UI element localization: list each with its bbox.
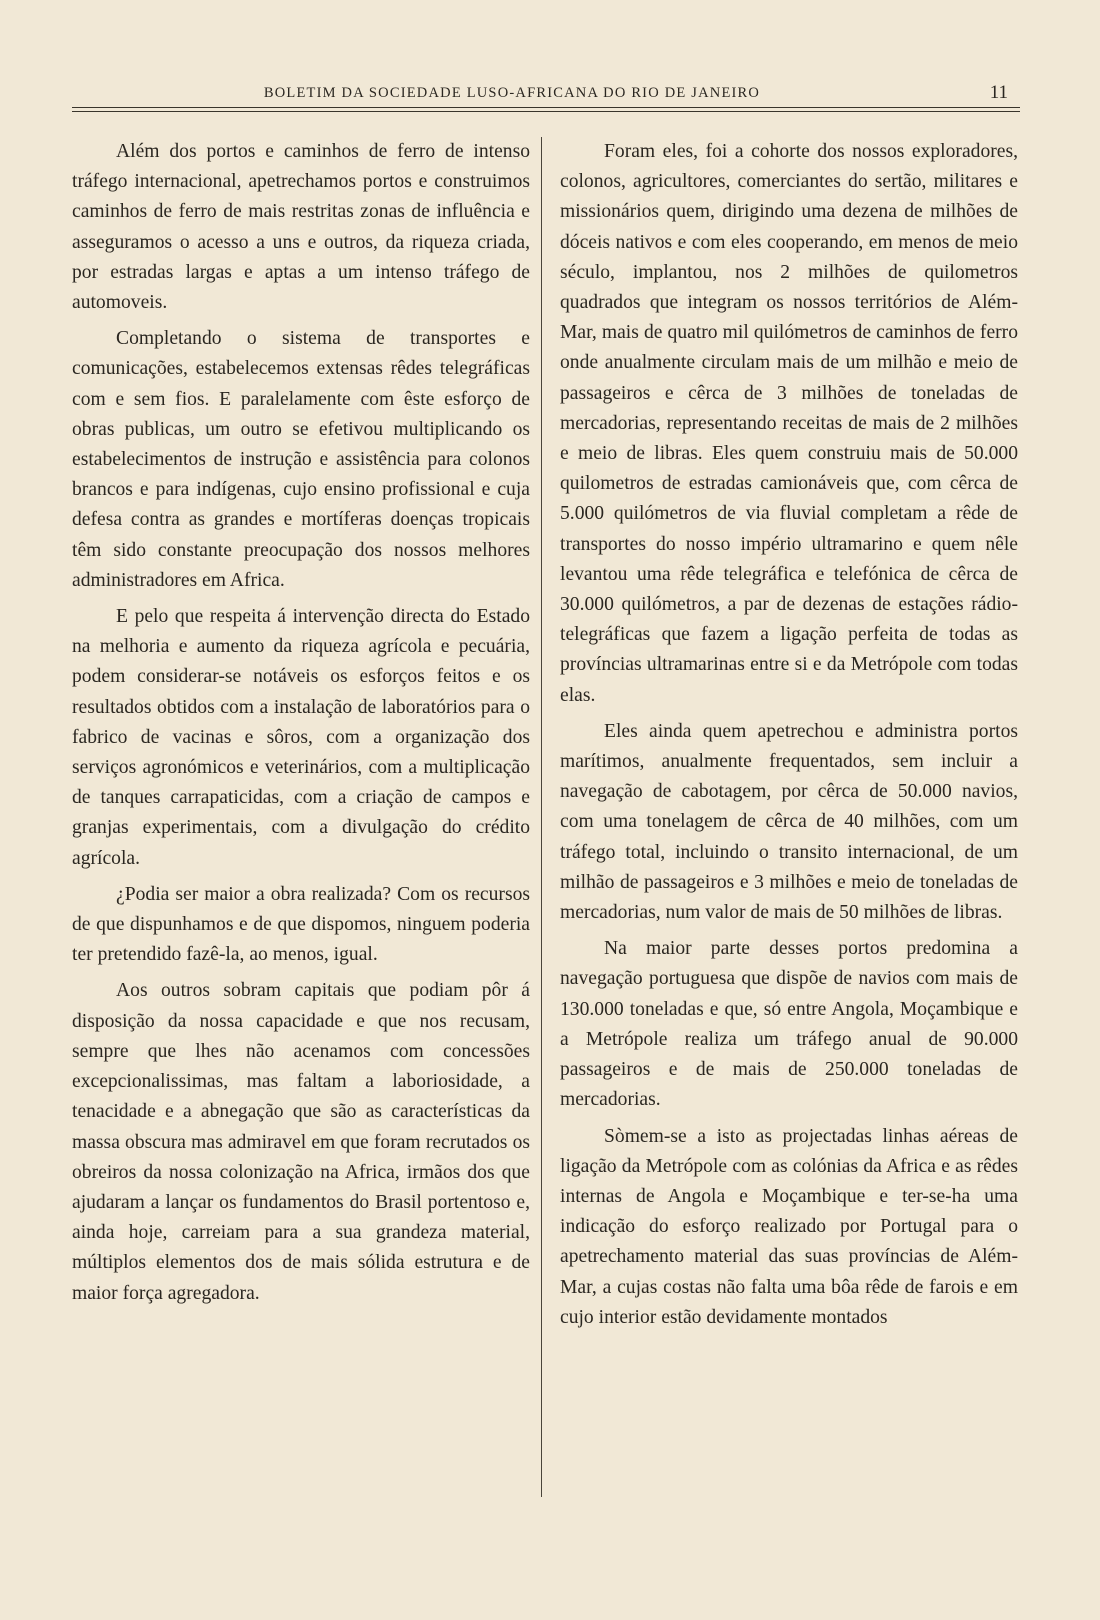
paragraph: Foram eles, foi a cohorte dos nossos exploradores, colonos, agricultores, comerciantes do sertão, militares e missionários quem, dirigindo uma dezena de milhões de dóceis nativos e com eles cooperando, em menos de meio século, implantou, nos 2 milhões de quilometros quadrados que integram os nossos territórios de Além-Mar, mais de quatro mil quilómetros de caminhos de ferro onde anualmente circulam mais de um milhão e meio de passageiros e cêrca de 3 milhões de toneladas de mercadorias, representando receitas de mais de 2 milhões e meio de libras. Eles quem construiu mais de 50.000 quilometros de estradas camionáveis que, com cêrca de 5.000 quilómetros de via fluvial completam a rêde de transportes do nosso império ultramarino e quem nêle levantou uma rêde telegráfica e telefónica de cêrca de 30.000 quilómetros, a par de dezenas de estações rádio-telegráficas que fazem a ligação perfeita de todas as províncias ultramarinas entre si e da Metrópole com todas elas. [560,141,1018,706]
paragraph: Aos outros sobram capitais que podiam pôr á disposição da nossa capacidade e que nos recusam, sempre que lhes não acenamos com concessões excepcionalissimas, mas faltam a laboriosidade, a tenacidade e a abnegação que são as características da massa obscura mas admiravel em que foram recrutados os obreiros da nossa colonização na Africa, irmãos dos que ajudaram a lançar os fundamentos do Brasil portentoso e, ainda hoje, carreiam para a sua grandeza material, múltiplos elementos dos de mais sólida estrutura e de maior força agregadora. [72,980,530,1304]
paragraph: Sòmem-se a isto as projectadas linhas aéreas de ligação da Metrópole com as colónias da Africa e as rêdes internas de Angola e Moçambique e ter-se-ha uma indicação do esforço realizado por Portugal para o apetrechamento material das suas províncias de Além-Mar, a cujas costas não falta uma bôa rêde de farois e em cujo interior estão devidamente montados [560,1125,1018,1328]
header-rule-bottom [72,111,1020,112]
paragraph: Na maior parte desses portos predomina a navegação portuguesa que dispõe de navios com mais de 130.000 toneladas e que, só entre Angola, Moçambique e a Metrópole realiza um tráfego anual de 90.000 passageiros e de mais de 250.000 toneladas de mercadorias. [560,938,1018,1111]
paragraph: Além dos portos e caminhos de ferro de intenso tráfego internacional, apetrechamos portos e construimos caminhos de ferro de mais restritas zonas de influência e asseguramos o acesso a uns e outros, da riqueza criada, por estradas largas e aptas a um intenso tráfego de automoveis. [72,141,530,314]
page-number: 11 [989,82,1008,103]
paragraph: E pelo que respeita á intervenção directa do Estado na melhoria e aumento da riqueza agrícola e pecuária, podem considerar-se notáveis os esforços feitos e os resultados obtidos com a instalação de laboratórios para o fabrico de vacinas e sôros, com a organização dos serviços agronómicos e veterinários, com a multiplicação de tanques carrapaticidas, com a criação de campos e granjas experimentais, com a divulgação do crédito agrícola. [72,606,530,869]
left-column [72,137,530,1315]
running-header [72,82,1020,104]
journal-title: BOLETIM DA SOCIEDADE LUSO-AFRICANA DO RIO DE JANEIRO [263,85,761,101]
right-column [560,137,1018,1339]
paragraph: Completando o sistema de transportes e comunicações, estabelecemos extensas rêdes telegráficas com e sem fios. E paralelamente com êste esforço de obras publicas, um outro se efetivou multiplicando os estabelecimentos de instrução e assistência para colonos brancos e para indígenas, cujo ensino profissional e cuja defesa contra as grandes e mortíferas doenças tropicais têm sido constante preocupação dos nossos melhores administradores em Africa. [72,328,530,591]
paragraph: ¿Podia ser maior a obra realizada? Com os recursos de que dispunhamos e de que dispomos, ninguem poderia ter pretendido fazê-la, ao menos, igual. [72,883,530,966]
header-rule-top [72,107,1020,108]
paragraph: Eles ainda quem apetrechou e administra portos marítimos, anualmente frequentados, sem incluir a navegação de cabotagem, por cêrca de 50.000 navios, com uma tonelagem de cêrca de 40 milhões, com um tráfego total, incluindo o transito internacional, de um milhão de passageiros e 3 milhões e meio de toneladas de mercadorias, num valor de mais de 50 milhões de libras. [560,720,1018,924]
column-divider [541,137,542,1497]
